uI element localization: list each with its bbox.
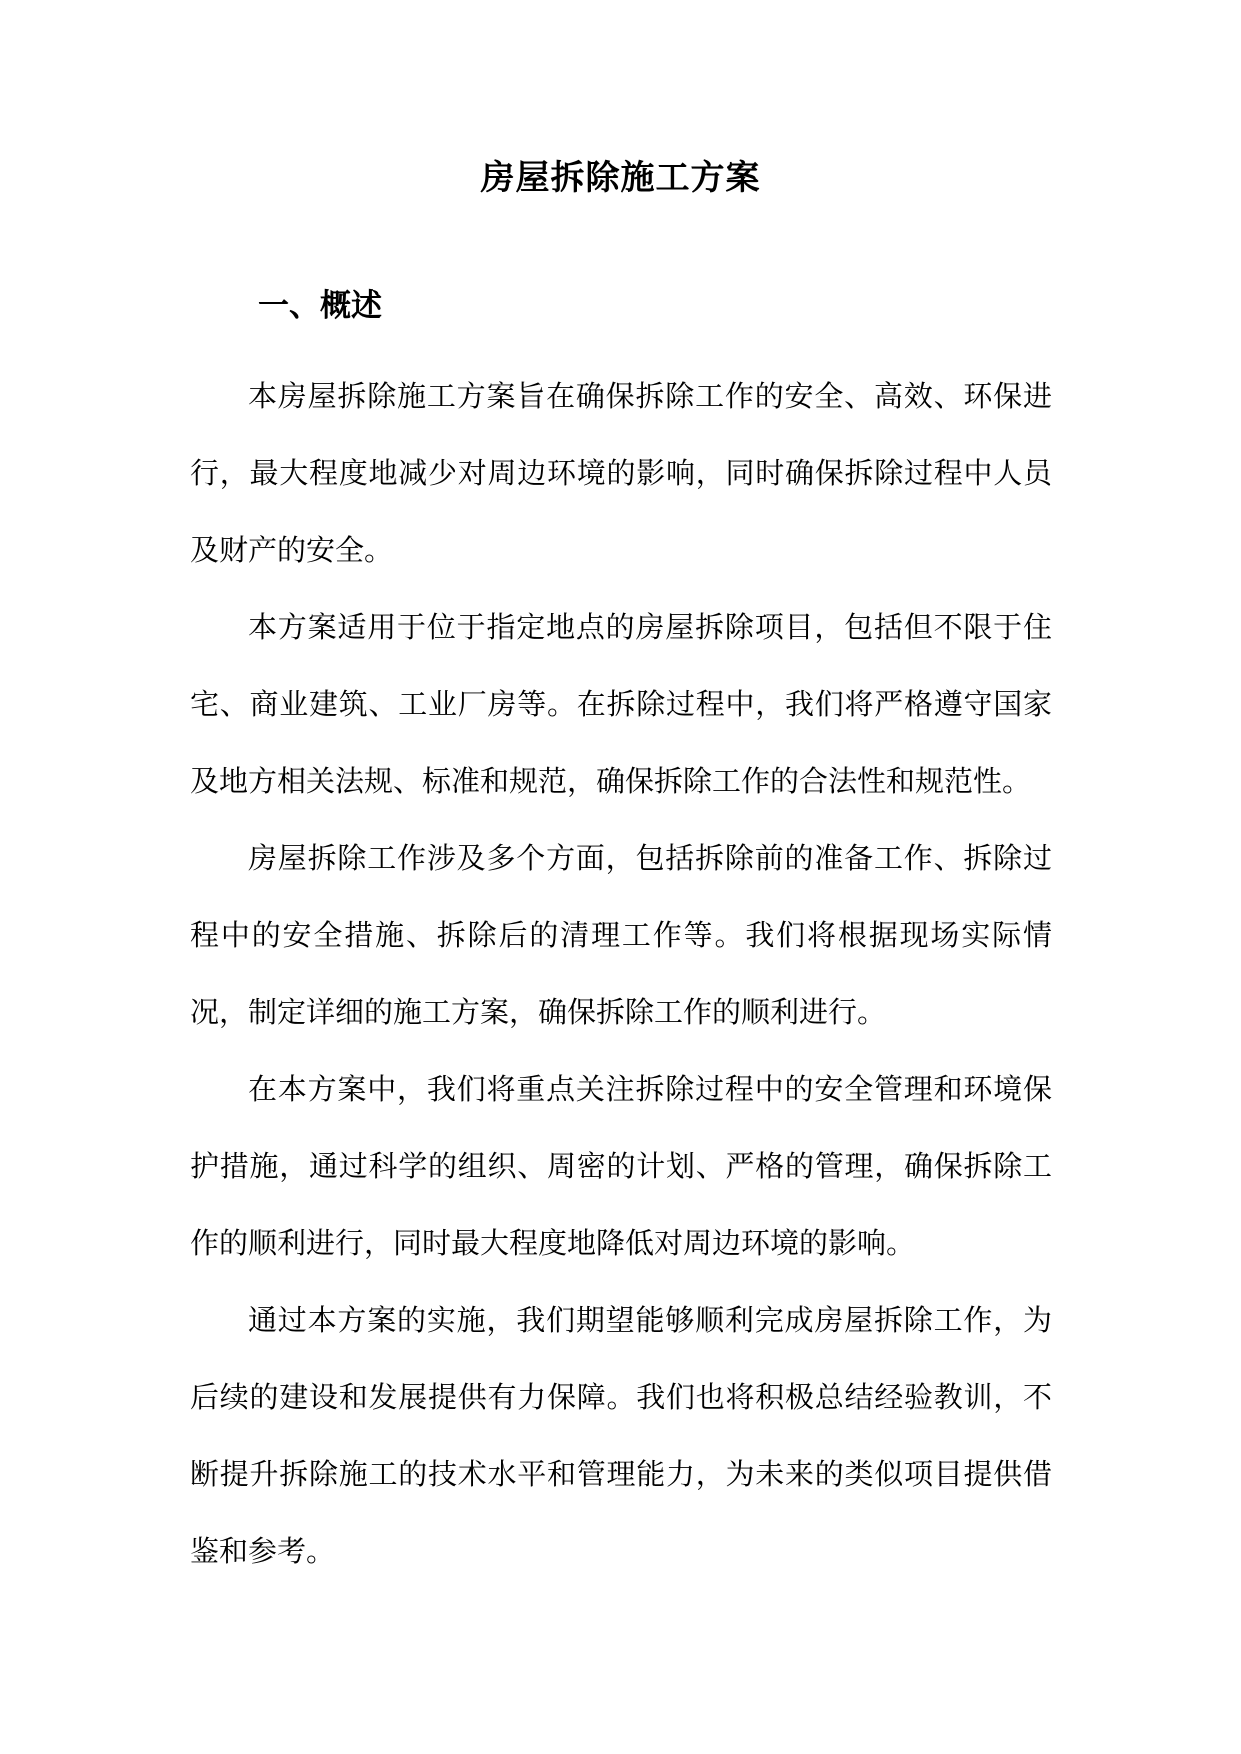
document-title: 房屋拆除施工方案 — [480, 158, 761, 198]
paragraph: 通过本方案的实施，我们期望能够顺利完成房屋拆除工作，为后续的建设和发展提供有力保障。我们也将积极总结经验教训，不断提升拆除施工的技术水平和管理能力，为未来的类似项目提供借鉴和参考。 — [190, 1303, 1052, 1568]
paragraph: 本方案适用于位于指定地点的房屋拆除项目，包括但不限于住宅、商业建筑、工业厂房等。在拆除过程中，我们将严格遵守国家及地方相关法规、标准和规范，确保拆除工作的合法性和规范性。 — [190, 610, 1052, 798]
paragraph: 本房屋拆除施工方案旨在确保拆除工作的安全、高效、环保进行，最大程度地减少对周边环境的影响，同时确保拆除过程中人员及财产的安全。 — [190, 379, 1052, 567]
paragraph: 房屋拆除工作涉及多个方面，包括拆除前的准备工作、拆除过程中的安全措施、拆除后的清理工作等。我们将根据现场实际情况，制定详细的施工方案，确保拆除工作的顺利进行。 — [190, 841, 1052, 1029]
paragraph: 在本方案中，我们将重点关注拆除过程中的安全管理和环境保护措施，通过科学的组织、周密的计划、严格的管理，确保拆除工作的顺利进行，同时最大程度地降低对周边环境的影响。 — [190, 1072, 1052, 1260]
document-body — [190, 358, 1052, 1590]
section-heading-overview: 一、概述 — [258, 288, 382, 324]
